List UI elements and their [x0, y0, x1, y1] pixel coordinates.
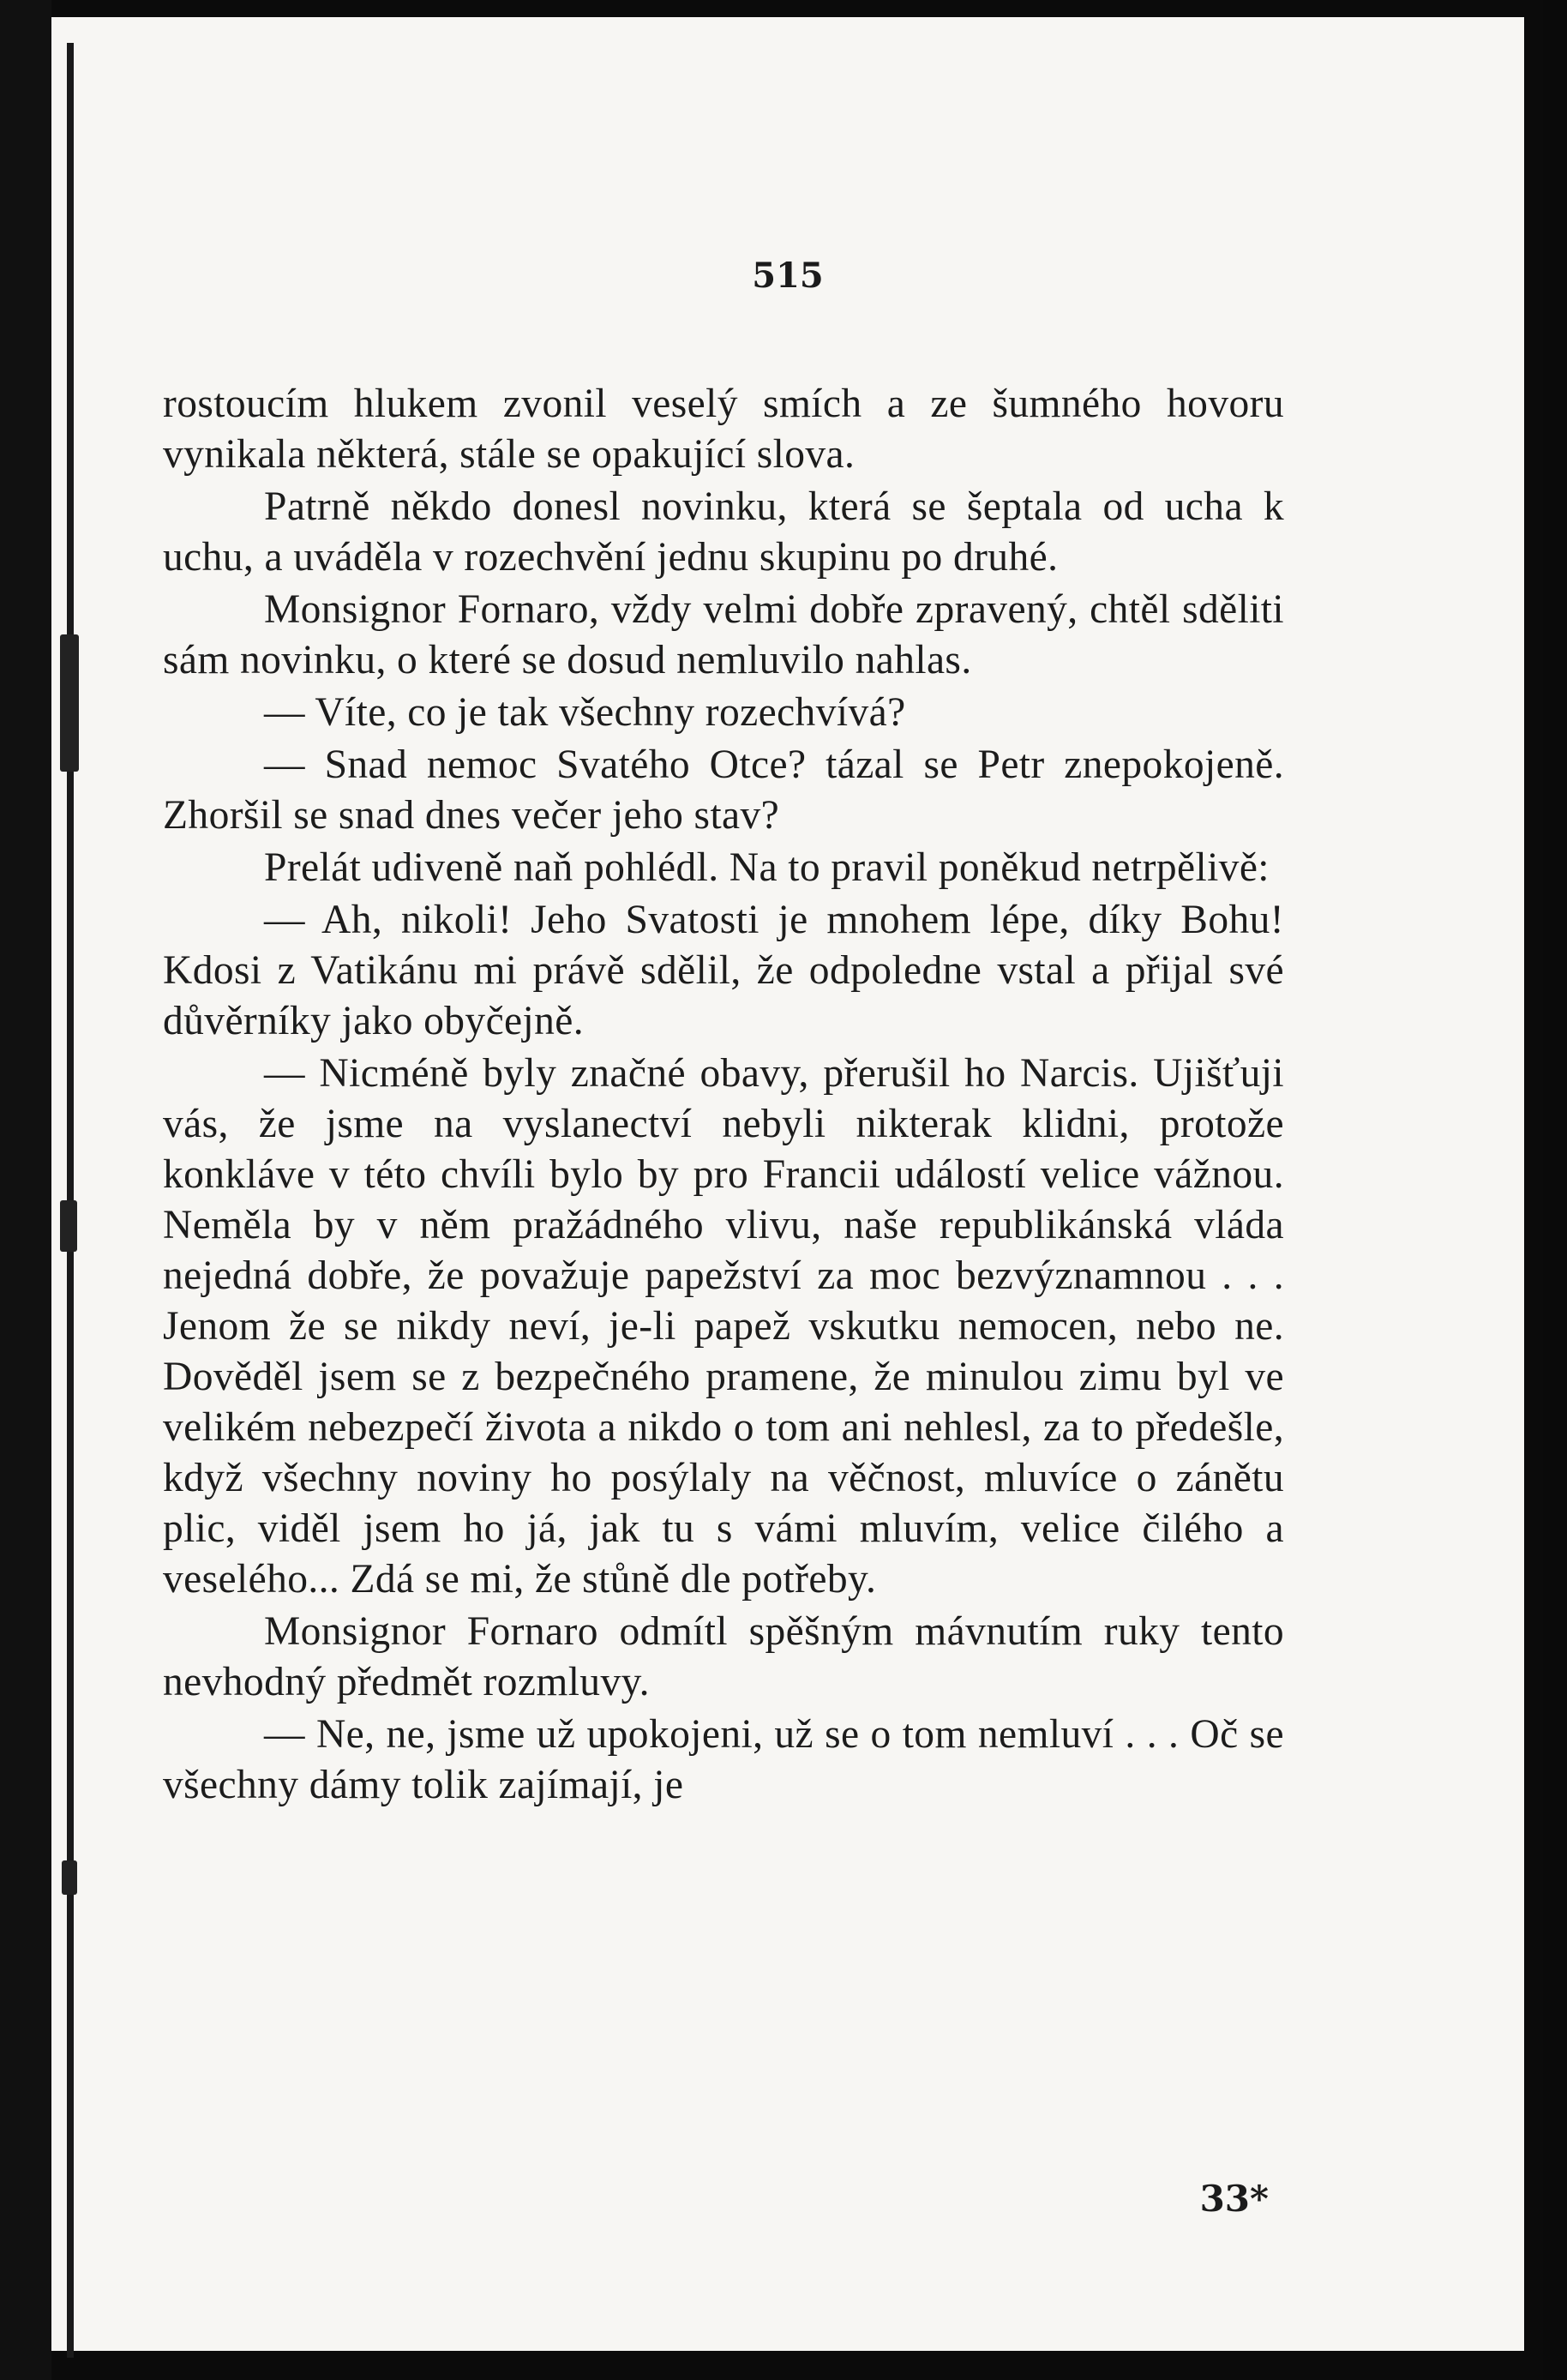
paragraph: Prelát udiveně naň pohlédl. Na to pravil poněkud netrpělivě: [264, 845, 1270, 890]
paragraph: rostoucím hlukem zvonil veselý smích a ze šumného hovoru vynikala některá, stále se opakující slova. [163, 382, 1284, 477]
paragraph: Patrně někdo donesl novinku, která se šeptala od ucha k uchu, a uváděla v rozechvění jednu skupinu po druhé. [163, 484, 1284, 580]
scan-border-left [0, 0, 51, 2380]
page-number: 515 [752, 255, 824, 296]
binding-mark [60, 634, 79, 772]
paragraph: Monsignor Fornaro, vždy velmi dobře zpravený, chtěl sděliti sám novinku, o které se dosud nemluvilo nahlas. [163, 587, 1284, 682]
paragraph: — Ne, ne, jsme už upokojeni, už se o tom nemluví . . . Oč se všechny dámy tolik zajímají, je [163, 1712, 1284, 1807]
paragraph: — Víte, co je tak všechny rozechvívá? [264, 690, 906, 735]
paragraph: — Ah, nikoli! Jeho Svatosti je mnohem lépe, díky Bohu! Kdosi z Vatikánu mi právě sdělil, že odpoledne vstal a přijal své důvěrníky jako obyčejně. [163, 898, 1284, 1043]
printer-signature-mark: 33* [1199, 2178, 1269, 2220]
binding-mark [62, 1860, 77, 1895]
book-page [51, 17, 1524, 2351]
body-text [163, 379, 1284, 1811]
paragraph: — Nicméně byly značné obavy, přerušil ho Narcis. Ujišťuji vás, že jsme na vyslanectví nebyli nikterak klidni, protože konkláve v této chvíli bylo by pro Francii událostí velice vážnou. Neměla by v něm pražádného vlivu, naše republikánská vláda nejedná dobře, že považuje papežství za moc bezvýznamnou . . . Jenom že se nikdy neví, je-li papež vskutku nemocen, nebo ne. Dověděl jsem se z bezpečného pramene, že minulou zimu byl ve velikém nebezpečí života a nikdo o tom ani nehlesl, za to předešle, když všechny noviny ho posýlaly na věčnost, mluvíce o zánětu plic, viděl jsem ho já, jak tu s vámi mluvím, velice čilého a veselého... Zdá se mi, že stůně dle potřeby. [163, 1051, 1284, 1602]
paragraph: — Snad nemoc Svatého Otce? tázal se Petr znepokojeně. Zhoršil se snad dnes večer jeho stav? [163, 742, 1284, 838]
paragraph: Monsignor Fornaro odmítl spěšným mávnutím ruky tento nevhodný předmět rozmluvy. [163, 1609, 1284, 1704]
scan-border-right [1543, 0, 1567, 2380]
binding-mark [60, 1200, 77, 1252]
